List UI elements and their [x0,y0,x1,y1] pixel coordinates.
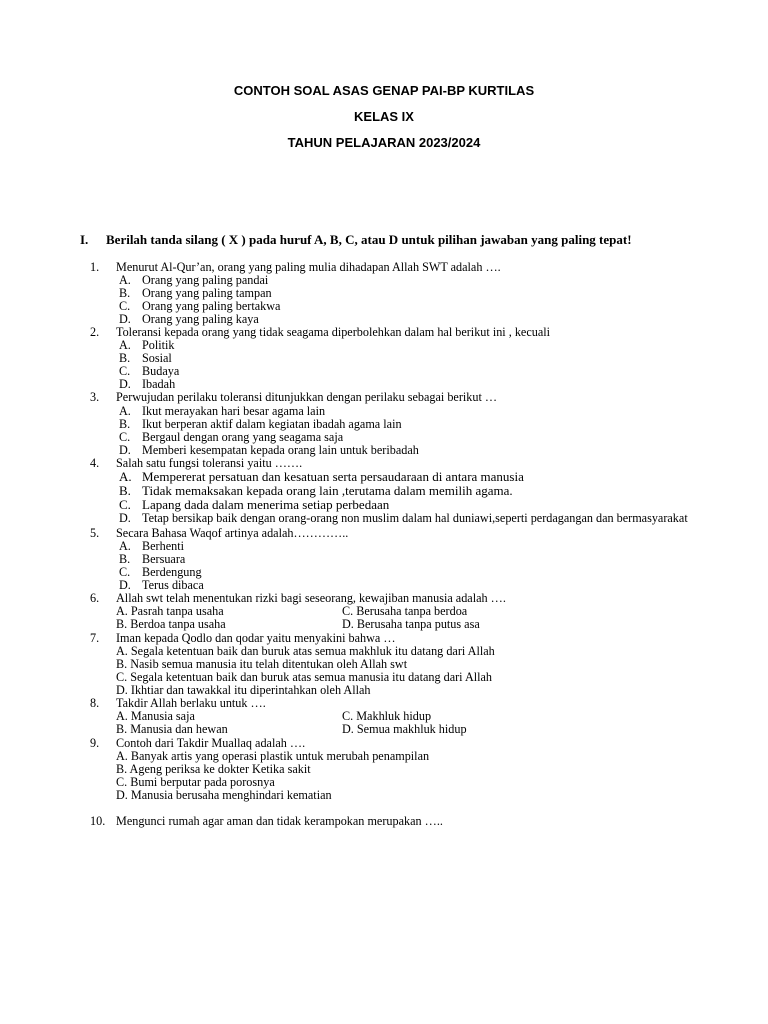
question-text: Perwujudan perilaku toleransi ditunjukkan dengan perilaku sebagai berikut … [116,390,498,405]
option-a: A. Banyak artis yang operasi plastik untuk merubah penampilan [116,749,430,763]
option-c: C. Bergaul dengan orang yang seagama saja [119,429,344,444]
option-d: D. Orang yang paling kaya [119,312,259,327]
question-text: Toleransi kepada orang yang tidak seagama diperbolehkan dalam hal berikut ini , kecuali [116,325,551,340]
option-b: B. Tidak memaksakan kepada orang lain ,terutama dalam memilih agama. [119,482,513,498]
option-b: B. Berdoa tanpa usaha [116,617,226,632]
question-number: 10. [90,814,106,828]
question-list [90,261,730,828]
option-c: C. Berusaha tanpa berdoa [342,603,468,618]
option-d: D. Berusaha tanpa putus asa [342,617,480,632]
question-4 [90,457,730,527]
option-a: A. Segala ketentuan baik dan buruk atas semua makhluk itu datang dari Allah [116,643,495,658]
option-grid [90,605,730,632]
option-d: D. Manusia berusaha menghindari kematian [116,788,332,802]
question-number: 9. [90,735,100,750]
option-c: C. Berdengung [119,564,202,579]
question-text: Menurut Al-Qur’an, orang yang paling mulia dihadapan Allah SWT adalah …. [116,260,501,274]
option-d: D. Tetap bersikap baik dengan orang-orang non muslim dalam hal duniawi,seperti perdagangan dan bermasyarakat [119,511,688,526]
question-number: 4. [90,455,100,470]
question-number: 6. [90,590,100,605]
option-c: C. Makhluk hidup [342,709,432,724]
doc-year: TAHUN PELAJARAN 2023/2024 [287,135,481,150]
question-number: 8. [90,695,100,710]
option-d: D. Terus dibaca [119,577,204,592]
section-instruction [80,232,632,248]
question-text: Allah swt telah menentukan rizki bagi seseorang, kewajiban manusia adalah …. [116,590,506,605]
option-grid [90,710,730,737]
question-text: Salah satu fungsi toleransi yaitu ……. [116,455,303,470]
option-c: C. Lapang dada dalam menerima setiap perbedaan [119,497,390,513]
question-number: 7. [90,630,100,645]
option-c: C. Orang yang paling bertakwa [119,299,281,314]
section-number: I. [80,232,89,247]
option-a: A. Pasrah tanpa usaha [116,603,224,618]
option-a: A. Orang yang paling pandai [119,273,269,288]
option-d: D. Memberi kesempatan kepada orang lain untuk beribadah [119,442,419,457]
question-number: 3. [90,390,100,405]
option-c: C. Segala ketentuan baik dan buruk atas semua manusia itu datang dari Allah [116,669,493,684]
question-10 [90,815,730,828]
option-b: B. Sosial [119,351,172,366]
question-1 [90,261,730,326]
question-text: Mengunci rumah agar aman dan tidak kerampokan merupakan ….. [116,814,443,828]
question-text: Secara Bahasa Waqof artinya adalah………….. [116,525,349,540]
question-number: 1. [90,260,100,274]
question-8 [90,697,730,737]
option-b: B. Manusia dan hewan [116,722,228,737]
question-6 [90,592,730,632]
section-text: Berilah tanda silang ( X ) pada huruf A, B, C, atau D untuk pilihan jawaban yang paling tepat! [106,232,632,247]
doc-title: CONTOH SOAL ASAS GENAP PAI-BP KURTILAS [233,83,535,98]
option-c: C. Budaya [119,364,180,379]
question-text: Iman kepada Qodlo dan qodar yaitu menyakini bahwa … [116,630,396,645]
option-a: A. Politik [119,338,175,353]
question-9 [90,737,730,802]
option-a: A. Ikut merayakan hari besar agama lain [119,403,326,418]
option-d: D. Ikhtiar dan tawakkal itu diperintahkan oleh Allah [116,682,371,697]
option-d: D. Semua makhluk hidup [342,722,467,737]
question-number: 2. [90,325,100,340]
option-b: B. Nasib semua manusia itu telah ditentukan oleh Allah swt [116,656,408,671]
question-number: 5. [90,525,100,540]
option-b: B. Ageng periksa ke dokter Ketika sakit [116,762,311,776]
question-text: Contoh dari Takdir Muallaq adalah …. [116,735,306,750]
option-b: B. Bersuara [119,551,186,566]
doc-class: KELAS IX [354,109,414,124]
option-a: A. Manusia saja [116,709,195,724]
option-b: B. Orang yang paling tampan [119,286,272,301]
option-b: B. Ikut berperan aktif dalam kegiatan ibadah agama lain [119,416,402,431]
option-c: C. Bumi berputar pada porosnya [116,775,275,789]
option-a: A. Mempererat persatuan dan kesatuan serta persaudaraan di antara manusia [119,468,524,484]
question-text: Takdir Allah berlaku untuk …. [116,695,266,710]
question-2 [90,326,730,391]
question-5 [90,527,730,592]
question-7 [90,632,730,697]
option-a: A. Berhenti [119,538,184,553]
option-d: D. Ibadah [119,377,176,392]
question-3 [90,391,730,456]
